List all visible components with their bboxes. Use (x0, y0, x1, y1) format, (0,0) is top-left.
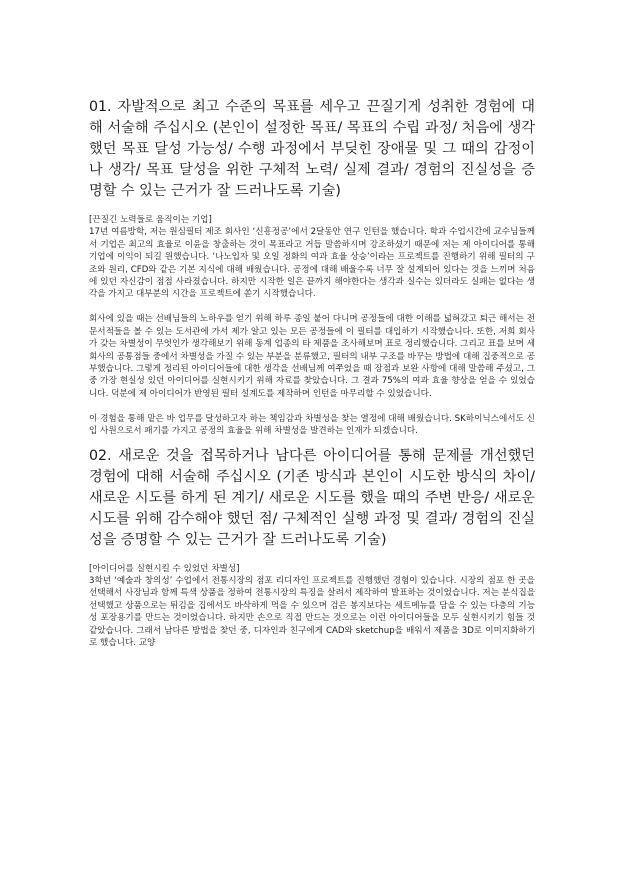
document-page (89, 97, 535, 649)
section-2 (89, 446, 535, 650)
question-1-heading: 01. 자발적으로 최고 수준의 목표를 세우고 끈질기게 성취한 경험에 대해 서술해 주십시오 (본인이 설정한 목표/ 목표의 수립 과정/ 처음에 생각했던 목표 달성 가능성/ 수행 과정에서 부딪힌 장애물 및 그 때의 감정이나 생각/ 목표 달성을 위한 구체적 노력/ 실제 결과/ 경험의 진실성을 증명할 수 있는 근거가 잘 드러나도록 기술) (89, 99, 535, 199)
answer-1-paragraph-1: [끈질긴 노력들로 움직이는 기업] 17년 여름방학, 저는 원심필터 제조 회사인 ‘신흥정공’에서 2달동안 연구 인턴을 했습니다. 학과 수업시간에 교수님들께서 기업은 최고의 효율로 이윤을 창출하는 것이 목표라고 거듭 말씀하시며 강조하셨기 때문에 저는 제 아이디어를 통해 기업에 이익이 되길 원했습니다. ‘나노입자 및 오일 정화의 여과 효율 상승’이라는 프로젝트를 진행하기 위해 필터의 구조와 원리, CFD와 같은 기본 지식에 대해 배웠습니다. 공정에 대해 배울수록 너무 잘 설계되어 있다는 것을 느끼며 처음에 있던 자신감이 점점 사라졌습니다. 하지만 시작한 일은 끝까지 해야한다는 생각과 실수는 있더라도 실패는 없다는 생각을 가지고 대부분의 시간을 프로젝트에 쏟기 시작했습니다. (89, 215, 535, 300)
answer-1-paragraph-2: 회사에 있을 때는 선배님들의 노하우를 얻기 위해 하루 종일 붙어 다니며 공정들에 대한 이해를 넓혀갔고 퇴근 해서는 전문서적들을 볼 수 있는 도서관에 가서 제가 알고 있는 모든 공정들에 이 필터를 대입하기 시작했습니다. 또한, 저희 회사가 갖는 차별성이 무엇인가 생각해보기 위해 동계 업종의 타 제품을 조사해보며 표로 정리했습니다. 그리고 표를 보며 세 회사의 공통점들 중에서 차별성을 가질 수 있는 부분을 분류했고, 필터의 내부 구조를 바꾸는 방법에 대해 집중적으로 공부했습니다. 그렇게 정리된 아이디어들에 대한 생각을 선배님께 여쭈었을 때 장점과 보완 사항에 대해 말씀해 주셨고, 그 중 가장 현실성 있던 아이디어를 실현시키기 위해 자료를 찾았습니다. 그 결과 75%의 여과 효율 향상을 얻을 수 있었습니다. 덕분에 제 아이디어가 반영된 필터 설계도를 제작하며 인턴을 마무리할 수 있었습니다. (89, 314, 535, 399)
section-1 (89, 97, 535, 438)
answer-1-paragraph-3: 이 경험을 통해 맡은 바 업무를 달성하고자 하는 책임감과 차별성을 찾는 열정에 대해 배웠습니다. SK하이닉스에서도 신입 사원으로서 패기를 가지고 공정의 효율을 위해 차별성을 발견하는 인재가 되겠습니다. (89, 413, 535, 437)
question-2-heading: 02. 새로운 것을 접목하거나 남다른 아이디어를 통해 문제를 개선했던 경험에 대해 서술해 주십시오 (기존 방식과 본인이 시도한 방식의 차이/ 새로운 시도를 하게 된 계기/ 새로운 시도를 했을 때의 주변 반응/ 새로운 시도를 위해 감수해야 했던 점/ 구체적인 실행 과정 및 결과/ 경험의 진실성을 증명할 수 있는 근거가 잘 드러나도록 기술) (89, 447, 535, 548)
answer-2-paragraph-1: [아이디어를 실현시킬 수 있었던 차별성] 3학년 ‘예술과 창의성’ 수업에서 전통시장의 점포 리디자인 프로젝트를 진행했던 경험이 있습니다. 시장의 점포 한 곳을 선택해서 사장님과 함께 특색 상품을 정하여 전통시장의 특징을 살려서 제작하여 발표하는 것이었습니다. 저는 분식집을 선택했고 상품으로는 튀김을 집에서도 바삭하게 먹을 수 있으며 검은 봉지보다는 세트메뉴를 담을 수 있는 다층의 기능성 포장용기를 만드는 것이었습니다. 하지만 손으로 직접 만드는 것으로는 이런 아이디어들을 모두 실현시키기 힘들 것 같았습니다. 그래서 남다른 방법을 찾던 중, 디자인과 친구에게 CAD와 sketchup을 배워서 제품을 3D로 이미지화하기로 했습니다. 교양 (89, 563, 535, 648)
